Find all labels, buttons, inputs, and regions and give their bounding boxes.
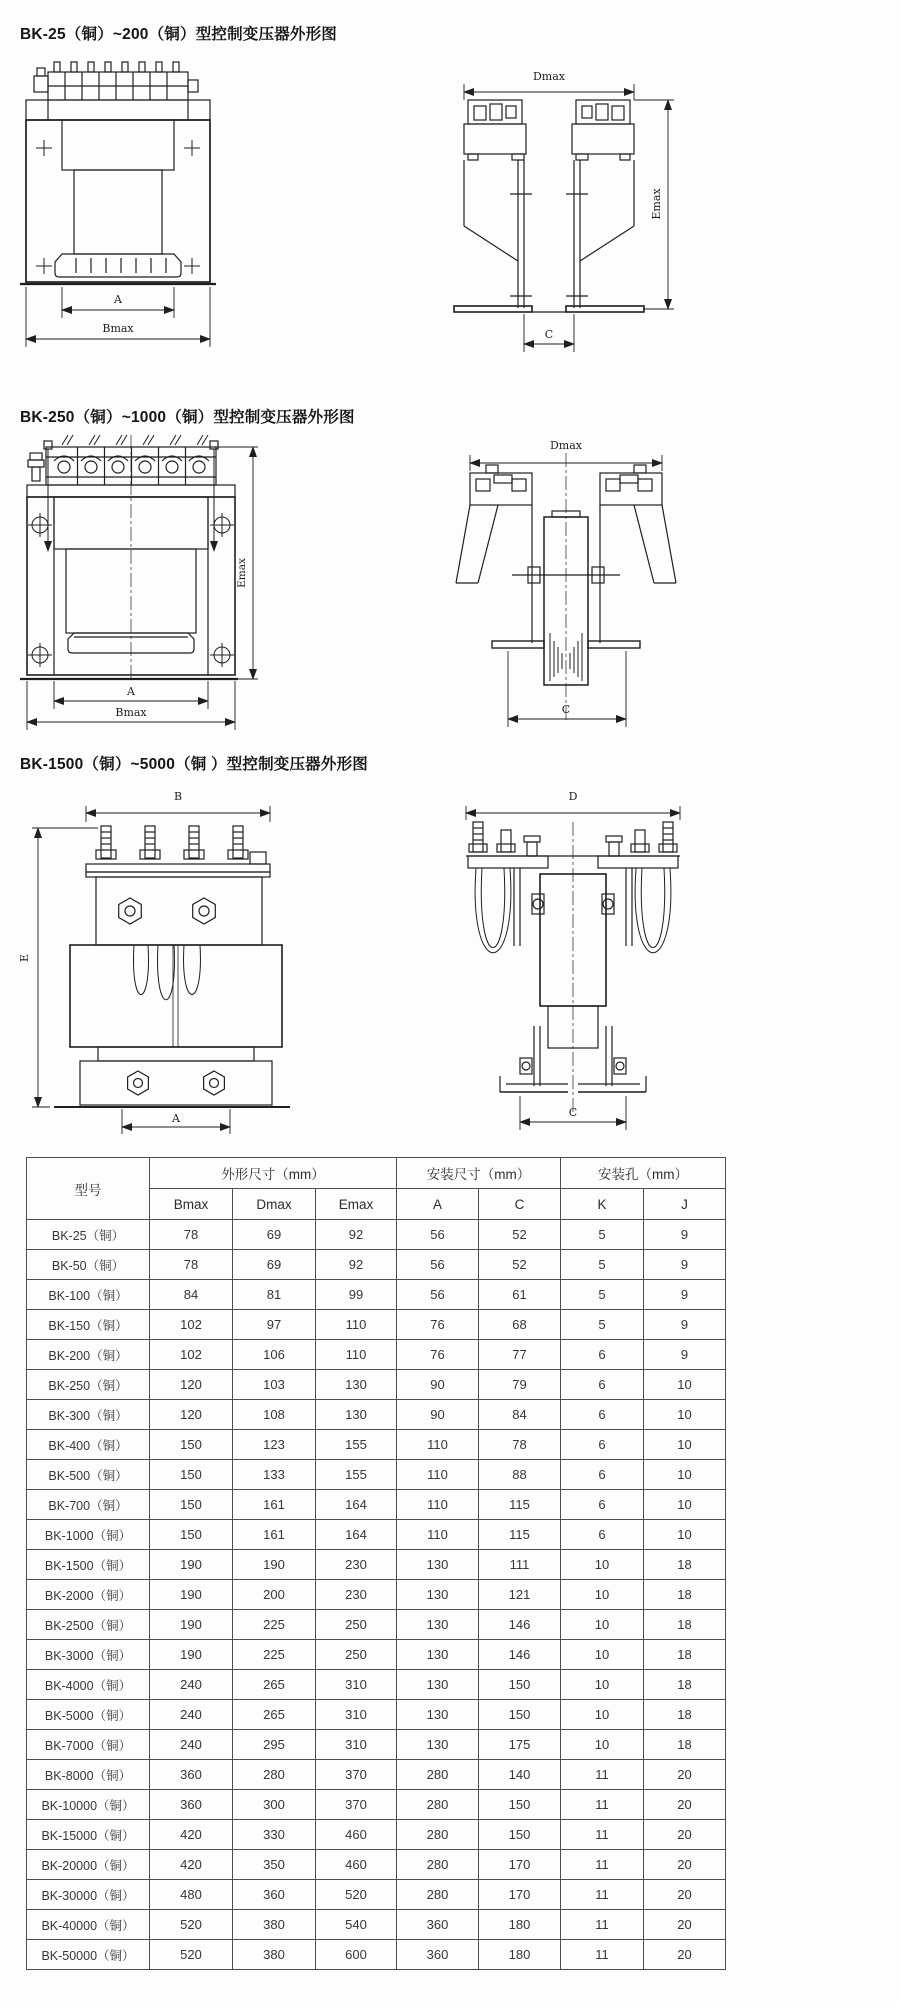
c-cell: 61 [479,1280,561,1310]
j-cell: 9 [644,1250,726,1280]
bmax-cell: 102 [150,1340,233,1370]
dim-label-dmax: Dmax [549,439,583,452]
k-cell: 10 [561,1700,644,1730]
table-row [27,1550,726,1580]
c-cell: 150 [479,1670,561,1700]
dmax-cell: 133 [233,1460,316,1490]
k-cell: 5 [561,1250,644,1280]
dmax-cell: 97 [233,1310,316,1340]
model-cell: BK-250（铜） [27,1370,150,1400]
k-cell: 11 [561,1820,644,1850]
bmax-cell: 360 [150,1790,233,1820]
dmax-cell: 380 [233,1910,316,1940]
j-cell: 9 [644,1220,726,1250]
k-cell: 11 [561,1910,644,1940]
model-cell: BK-50（铜） [27,1250,150,1280]
bmax-cell: 240 [150,1700,233,1730]
c-cell: 84 [479,1400,561,1430]
j-cell: 20 [644,1850,726,1880]
emax-cell: 310 [316,1730,397,1760]
col-header-dmax: Dmax [233,1189,316,1220]
table-row [27,1610,726,1640]
j-cell: 20 [644,1940,726,1970]
table-row [27,1370,726,1400]
dim-label-e: E [18,953,31,963]
s2-side-body [456,465,676,685]
s3-side-view-drawing [448,786,698,1136]
table-row [27,1730,726,1760]
bmax-cell: 190 [150,1640,233,1670]
table-row [27,1910,726,1940]
col-header-a: A [397,1189,479,1220]
dmax-cell: 225 [233,1610,316,1640]
k-cell: 10 [561,1730,644,1760]
dim-label-c: C [561,703,571,716]
table-row [27,1580,726,1610]
emax-cell: 155 [316,1460,397,1490]
a-cell: 130 [397,1700,479,1730]
terminal-studs [96,826,248,859]
c-cell: 150 [479,1820,561,1850]
c-cell: 170 [479,1850,561,1880]
dmax-cell: 280 [233,1760,316,1790]
emax-cell: 110 [316,1340,397,1370]
table-row [27,1790,726,1820]
emax-cell: 460 [316,1850,397,1880]
dim-label-c: C [544,328,554,341]
table-row [27,1280,726,1310]
j-cell: 18 [644,1610,726,1640]
section3-title: BK-1500（铜）~5000（铜 ）型控制变压器外形图 [20,756,368,773]
bmax-cell: 420 [150,1820,233,1850]
emax-cell: 230 [316,1580,397,1610]
dmax-cell: 123 [233,1430,316,1460]
s3-front-view-drawing [18,786,298,1136]
emax-cell: 540 [316,1910,397,1940]
dmax-cell: 69 [233,1220,316,1250]
s3-front-dimensions [32,806,270,1134]
emax-cell: 250 [316,1610,397,1640]
c-cell: 88 [479,1460,561,1490]
dim-label-dmax: Dmax [532,70,566,83]
emax-cell: 250 [316,1640,397,1670]
c-cell: 52 [479,1250,561,1280]
emax-cell: 155 [316,1430,397,1460]
model-cell: BK-15000（铜） [27,1820,150,1850]
emax-cell: 310 [316,1700,397,1730]
c-cell: 121 [479,1580,561,1610]
emax-cell: 600 [316,1940,397,1970]
col-header-j: J [644,1189,726,1220]
table-row [27,1220,726,1250]
j-cell: 18 [644,1640,726,1670]
bmax-cell: 520 [150,1910,233,1940]
k-cell: 6 [561,1460,644,1490]
model-cell: BK-20000（铜） [27,1850,150,1880]
a-cell: 110 [397,1460,479,1490]
col-header-emax: Emax [316,1189,397,1220]
model-cell: BK-500（铜） [27,1460,150,1490]
model-cell: BK-7000（铜） [27,1730,150,1760]
emax-cell: 164 [316,1490,397,1520]
dim-label-a: A [127,685,135,698]
j-cell: 20 [644,1760,726,1790]
j-cell: 18 [644,1550,726,1580]
group-header-mounting: 安装尺寸（mm） [397,1158,561,1189]
k-cell: 5 [561,1280,644,1310]
dmax-cell: 103 [233,1370,316,1400]
c-cell: 150 [479,1700,561,1730]
j-cell: 9 [644,1310,726,1340]
bmax-cell: 102 [150,1310,233,1340]
table-row [27,1880,726,1910]
j-cell: 10 [644,1490,726,1520]
k-cell: 6 [561,1490,644,1520]
j-cell: 9 [644,1340,726,1370]
s1-side-body [454,100,644,312]
dmax-cell: 295 [233,1730,316,1760]
bmax-cell: 150 [150,1490,233,1520]
emax-cell: 130 [316,1400,397,1430]
emax-cell: 460 [316,1820,397,1850]
dmax-cell: 161 [233,1490,316,1520]
dmax-cell: 81 [233,1280,316,1310]
dmax-cell: 300 [233,1790,316,1820]
hex-nuts [119,898,216,924]
a-cell: 56 [397,1250,479,1280]
c-cell: 175 [479,1730,561,1760]
model-cell: BK-200（铜） [27,1340,150,1370]
c-cell: 170 [479,1880,561,1910]
model-cell: BK-700（铜） [27,1490,150,1520]
group-header-holes: 安装孔（mm） [561,1158,726,1189]
dim-label-b: B [173,790,183,803]
bmax-cell: 240 [150,1670,233,1700]
dmax-cell: 108 [233,1400,316,1430]
emax-cell: 110 [316,1310,397,1340]
dmax-cell: 200 [233,1580,316,1610]
dim-label-d: D [568,790,578,803]
c-cell: 180 [479,1910,561,1940]
bmax-cell: 120 [150,1400,233,1430]
s2-side-view-drawing [448,433,683,733]
k-cell: 10 [561,1640,644,1670]
table-row [27,1640,726,1670]
bmax-cell: 150 [150,1460,233,1490]
j-cell: 20 [644,1880,726,1910]
emax-cell: 92 [316,1250,397,1280]
group-header-outline: 外形尺寸（mm） [150,1158,397,1189]
model-cell: BK-30000（铜） [27,1880,150,1910]
a-cell: 280 [397,1790,479,1820]
table-row [27,1940,726,1970]
dmax-cell: 161 [233,1520,316,1550]
bmax-cell: 150 [150,1520,233,1550]
col-header-c: C [479,1189,561,1220]
bmax-cell: 420 [150,1850,233,1880]
emax-cell: 230 [316,1550,397,1580]
bmax-cell: 78 [150,1250,233,1280]
table-row [27,1700,726,1730]
s2-front-dimensions [27,447,258,730]
table-row [27,1490,726,1520]
model-cell: BK-40000（铜） [27,1910,150,1940]
model-cell: BK-150（铜） [27,1310,150,1340]
a-cell: 56 [397,1220,479,1250]
dim-label-c: C [568,1106,578,1119]
emax-cell: 99 [316,1280,397,1310]
c-cell: 115 [479,1520,561,1550]
dmax-cell: 106 [233,1340,316,1370]
table-row [27,1850,726,1880]
dmax-cell: 190 [233,1550,316,1580]
bmax-cell: 360 [150,1760,233,1790]
a-cell: 90 [397,1370,479,1400]
c-cell: 140 [479,1760,561,1790]
bmax-cell: 480 [150,1880,233,1910]
table-row [27,1520,726,1550]
a-cell: 280 [397,1760,479,1790]
bmax-cell: 520 [150,1940,233,1970]
c-cell: 150 [479,1790,561,1820]
dmax-cell: 350 [233,1850,316,1880]
dmax-cell: 225 [233,1640,316,1670]
c-cell: 52 [479,1220,561,1250]
col-header-bmax: Bmax [150,1189,233,1220]
emax-cell: 130 [316,1370,397,1400]
table-row [27,1310,726,1340]
model-cell: BK-300（铜） [27,1400,150,1430]
a-cell: 130 [397,1550,479,1580]
bmax-cell: 240 [150,1730,233,1760]
c-cell: 68 [479,1310,561,1340]
a-cell: 110 [397,1520,479,1550]
table-row [27,1400,726,1430]
a-cell: 76 [397,1310,479,1340]
j-cell: 20 [644,1910,726,1940]
a-cell: 130 [397,1610,479,1640]
emax-cell: 92 [316,1220,397,1250]
j-cell: 18 [644,1730,726,1760]
k-cell: 11 [561,1880,644,1910]
j-cell: 10 [644,1430,726,1460]
table-row [27,1670,726,1700]
a-cell: 130 [397,1580,479,1610]
bmax-cell: 190 [150,1550,233,1580]
s1-front-body [20,62,216,284]
dmax-cell: 265 [233,1700,316,1730]
s3-front-body [54,826,290,1107]
k-cell: 11 [561,1790,644,1820]
c-cell: 146 [479,1610,561,1640]
j-cell: 9 [644,1280,726,1310]
dim-label-a: A [172,1112,180,1125]
dmax-cell: 360 [233,1880,316,1910]
wire-stubs [62,435,208,445]
bmax-cell: 120 [150,1370,233,1400]
j-cell: 10 [644,1400,726,1430]
k-cell: 11 [561,1760,644,1790]
a-cell: 280 [397,1850,479,1880]
a-cell: 110 [397,1490,479,1520]
dim-label-emax: Emax [650,188,663,220]
a-cell: 360 [397,1910,479,1940]
table-row [27,1760,726,1790]
model-cell: BK-3000（铜） [27,1640,150,1670]
k-cell: 10 [561,1550,644,1580]
a-cell: 90 [397,1400,479,1430]
model-cell: BK-5000（铜） [27,1700,150,1730]
dmax-cell: 380 [233,1940,316,1970]
j-cell: 10 [644,1460,726,1490]
k-cell: 11 [561,1940,644,1970]
j-cell: 18 [644,1670,726,1700]
s1-front-view-drawing [18,56,223,356]
dim-label-a: A [114,293,122,306]
model-cell: BK-25（铜） [27,1220,150,1250]
table-row [27,1820,726,1850]
model-cell: BK-8000（铜） [27,1760,150,1790]
dim-label-bmax: Bmax [102,322,134,335]
table-row [27,1430,726,1460]
a-cell: 280 [397,1880,479,1910]
dmax-cell: 330 [233,1820,316,1850]
table-row [27,1460,726,1490]
a-cell: 110 [397,1430,479,1460]
wire-loops [134,945,201,1000]
model-cell: BK-2000（铜） [27,1580,150,1610]
bmax-cell: 150 [150,1430,233,1460]
bmax-cell: 84 [150,1280,233,1310]
k-cell: 6 [561,1520,644,1550]
emax-cell: 370 [316,1760,397,1790]
c-cell: 115 [479,1490,561,1520]
k-cell: 11 [561,1850,644,1880]
table-group-header-row [27,1158,726,1189]
model-cell: BK-50000（铜） [27,1940,150,1970]
k-cell: 6 [561,1340,644,1370]
model-cell: BK-10000（铜） [27,1790,150,1820]
k-cell: 6 [561,1430,644,1460]
s1-side-view-drawing [438,56,678,356]
model-cell: BK-2500（铜） [27,1610,150,1640]
section2-title: BK-250（铜）~1000（铜）型控制变压器外形图 [20,409,355,426]
c-cell: 111 [479,1550,561,1580]
model-cell: BK-4000（铜） [27,1670,150,1700]
s2-front-view-drawing [18,433,263,733]
model-cell: BK-100（铜） [27,1280,150,1310]
section1-title: BK-25（铜）~200（铜）型控制变压器外形图 [20,26,338,43]
a-cell: 130 [397,1640,479,1670]
j-cell: 18 [644,1580,726,1610]
spec-table-body [27,1220,726,1970]
j-cell: 20 [644,1790,726,1820]
k-cell: 10 [561,1670,644,1700]
spec-table [26,1157,726,1970]
k-cell: 5 [561,1220,644,1250]
a-cell: 360 [397,1940,479,1970]
j-cell: 10 [644,1370,726,1400]
c-cell: 79 [479,1370,561,1400]
emax-cell: 520 [316,1880,397,1910]
a-cell: 280 [397,1820,479,1850]
k-cell: 10 [561,1610,644,1640]
emax-cell: 164 [316,1520,397,1550]
table-row [27,1340,726,1370]
hex-nuts-bottom [128,1071,225,1095]
k-cell: 10 [561,1580,644,1610]
emax-cell: 370 [316,1790,397,1820]
dmax-cell: 265 [233,1670,316,1700]
model-cell: BK-1500（铜） [27,1550,150,1580]
col-header-k: K [561,1189,644,1220]
j-cell: 18 [644,1700,726,1730]
k-cell: 6 [561,1370,644,1400]
c-cell: 78 [479,1430,561,1460]
table-row [27,1250,726,1280]
bmax-cell: 190 [150,1610,233,1640]
emax-cell: 310 [316,1670,397,1700]
dim-label-emax: Emax [236,558,248,588]
c-cell: 77 [479,1340,561,1370]
k-cell: 6 [561,1400,644,1430]
model-cell: BK-1000（铜） [27,1520,150,1550]
c-cell: 146 [479,1640,561,1670]
c-cell: 180 [479,1940,561,1970]
a-cell: 76 [397,1340,479,1370]
col-header-model: 型号 [27,1158,150,1220]
dmax-cell: 69 [233,1250,316,1280]
dim-label-bmax: Bmax [115,706,147,719]
k-cell: 5 [561,1310,644,1340]
a-cell: 130 [397,1730,479,1760]
s2-front-body [20,435,238,679]
j-cell: 10 [644,1520,726,1550]
j-cell: 20 [644,1820,726,1850]
bmax-cell: 190 [150,1580,233,1610]
a-cell: 130 [397,1670,479,1700]
bmax-cell: 78 [150,1220,233,1250]
a-cell: 56 [397,1280,479,1310]
model-cell: BK-400（铜） [27,1430,150,1460]
